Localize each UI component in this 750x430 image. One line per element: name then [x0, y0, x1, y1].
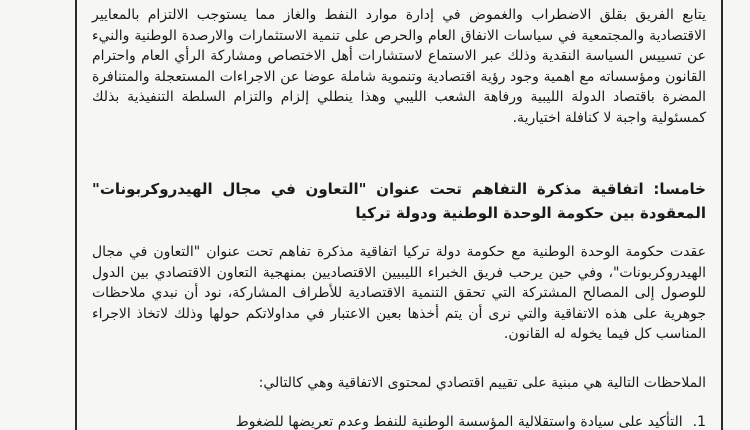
document-body — [92, 0, 706, 430]
paragraph-agreement: عقدت حكومة الوحدة الوطنية مع حكومة دولة تركيا اتفاقية مذكرة تفاهم تحت عنوان "التعاون في مجال الهيدروكربونات"، وفي حين يرحب فريق الخبراء الليبيين الاقتصاديين بمنهجية التعاون الاقتصادي بين الدول للوصول إلى المصالح المشتركة التي تحقق التنمية الاقتصادية للأطراف المشاركة، نود أن نبدي ملاحظات جوهرية على هذه الاتفاقية والتي نرى أن يتم أخذها بعين الاعتبار في مداولاتكم حولها وذلك لاتخاذ الاجراء المناسب كل فيما يخوله له القانون. — [92, 244, 706, 342]
list-item-number: 1. — [692, 414, 706, 430]
paragraph-notes-intro: الملاحظات التالية هي مبنية على تقييم اقتصادي لمحتوى الاتفاقية وهي كالتالي: — [258, 375, 706, 391]
list-item — [92, 412, 706, 430]
section-heading: خامسا: اتفاقية مذكرة التفاهم تحت عنوان "التعاون في مجال الهيدروكربونات" المعقودة بين حكومة الوحدة الوطنية ودولة تركيا — [92, 180, 706, 222]
list-item-text: التأكيد على سيادة واستقلالية المؤسسة الوطنية للنفط وعدم تعريضها للضغوط — [235, 414, 683, 430]
paragraph-intro: يتابع الفريق بقلق الاضطراب والغموض في إدارة موارد النفط والغاز مما يستوجب الالتزام بالمعايير الاقتصادية والمجتمعية في سياسات الانفاق العام والحرص على تنمية الاستثمارات والارصدة الوطنية والنيء عن تسييس السياسة النقدية وذلك عبر الاستماع لاستشارات أهل الاختصاص ومشاركة الرأي العام واحترام القانون ومؤسساته مع اهمية وجود رؤية اقتصادية وتنموية شاملة عوضا عن الاجراءات المستعجلة والمتنافرة المضرة باقتصاد الدولة الليبية ورفاهة الشعب الليبي وهذا ينطلي إلزام والتزام السلطة التنفيذية بذلك كمسئولية واجبة لا كنافلة اختيارية. — [92, 7, 706, 126]
